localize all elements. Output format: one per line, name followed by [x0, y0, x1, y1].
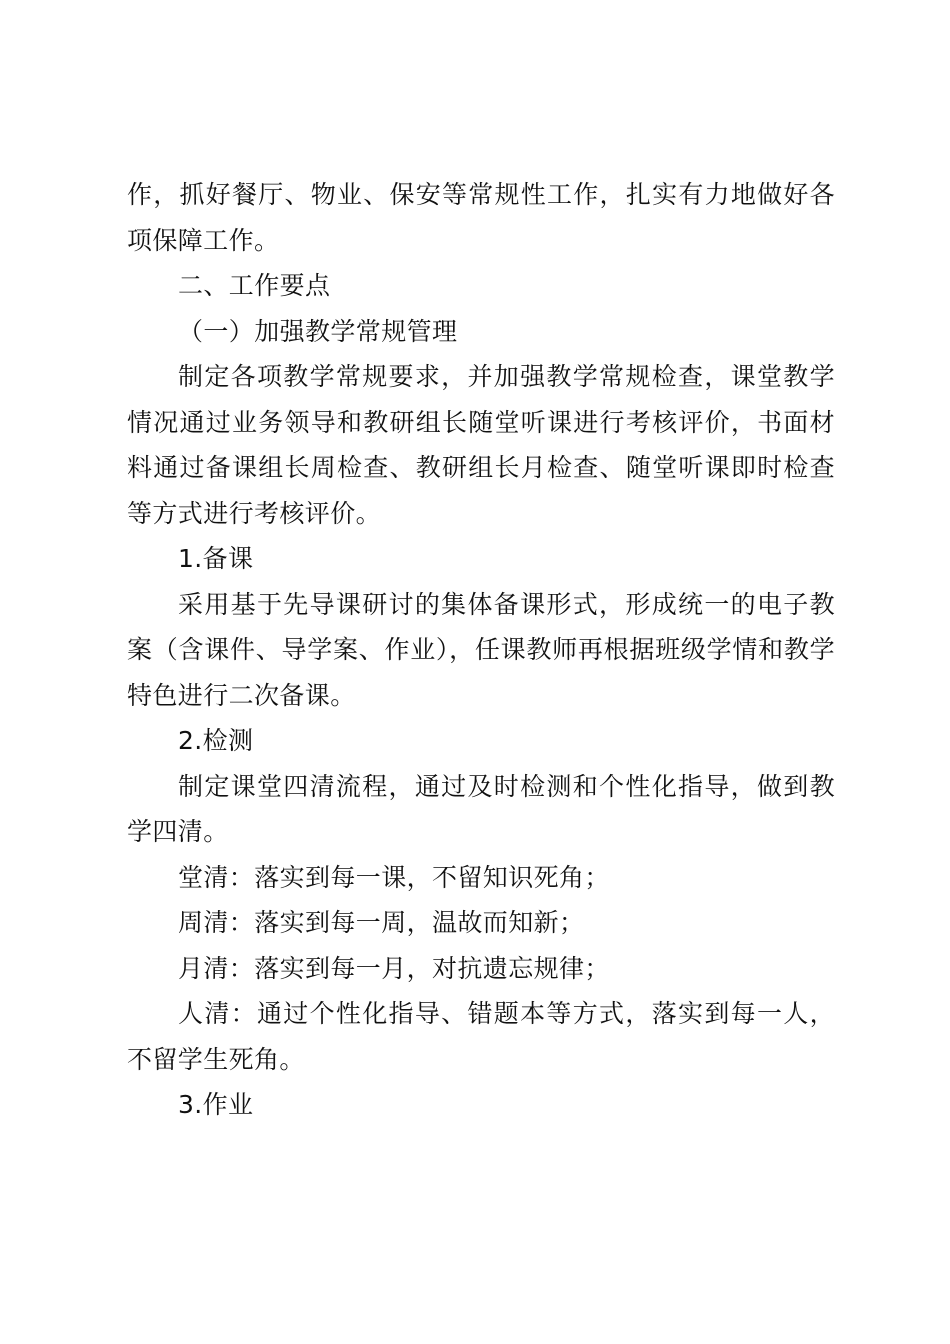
paragraph-testing: 制定课堂四清流程，通过及时检测和个性化指导，做到教学四清。 — [127, 771, 835, 846]
item-heading-homework: 3.作业 — [178, 1090, 254, 1119]
paragraph-routine-requirements: 制定各项教学常规要求，并加强教学常规检查，课堂教学情况通过业务领导和教研组长随堂听课进行考核评价，书面材料通过备课组长周检查、教研组长月检查、随堂听课即时检查等方式进行考核评价。 — [127, 362, 835, 528]
item-heading-testing: 2.检测 — [178, 726, 254, 755]
list-item-person-clear: 人清：通过个性化指导、错题本等方式，落实到每一人，不留学生死角。 — [127, 999, 835, 1074]
section-heading-work-points: 二、工作要点 — [178, 271, 331, 300]
document-body — [127, 172, 835, 1128]
list-item-class-clear: 堂清：落实到每一课，不留知识死角； — [178, 862, 610, 892]
list-item-month-clear: 月清：落实到每一月，对抗遗忘规律； — [178, 953, 610, 983]
list-item-week-clear: 周清：落实到每一周，温故而知新； — [178, 908, 585, 937]
subsection-heading-teaching-routine: （一）加强教学常规管理 — [178, 316, 458, 346]
item-heading-lesson-prep: 1.备课 — [178, 544, 254, 573]
paragraph-lesson-prep: 采用基于先导课研讨的集体备课形式，形成统一的电子教案（含课件、导学案、作业），任课教师再根据班级学情和教学特色进行二次备课。 — [127, 589, 835, 710]
paragraph-continuation: 作，抓好餐厅、物业、保安等常规性工作，扎实有力地做好各项保障工作。 — [127, 180, 835, 255]
